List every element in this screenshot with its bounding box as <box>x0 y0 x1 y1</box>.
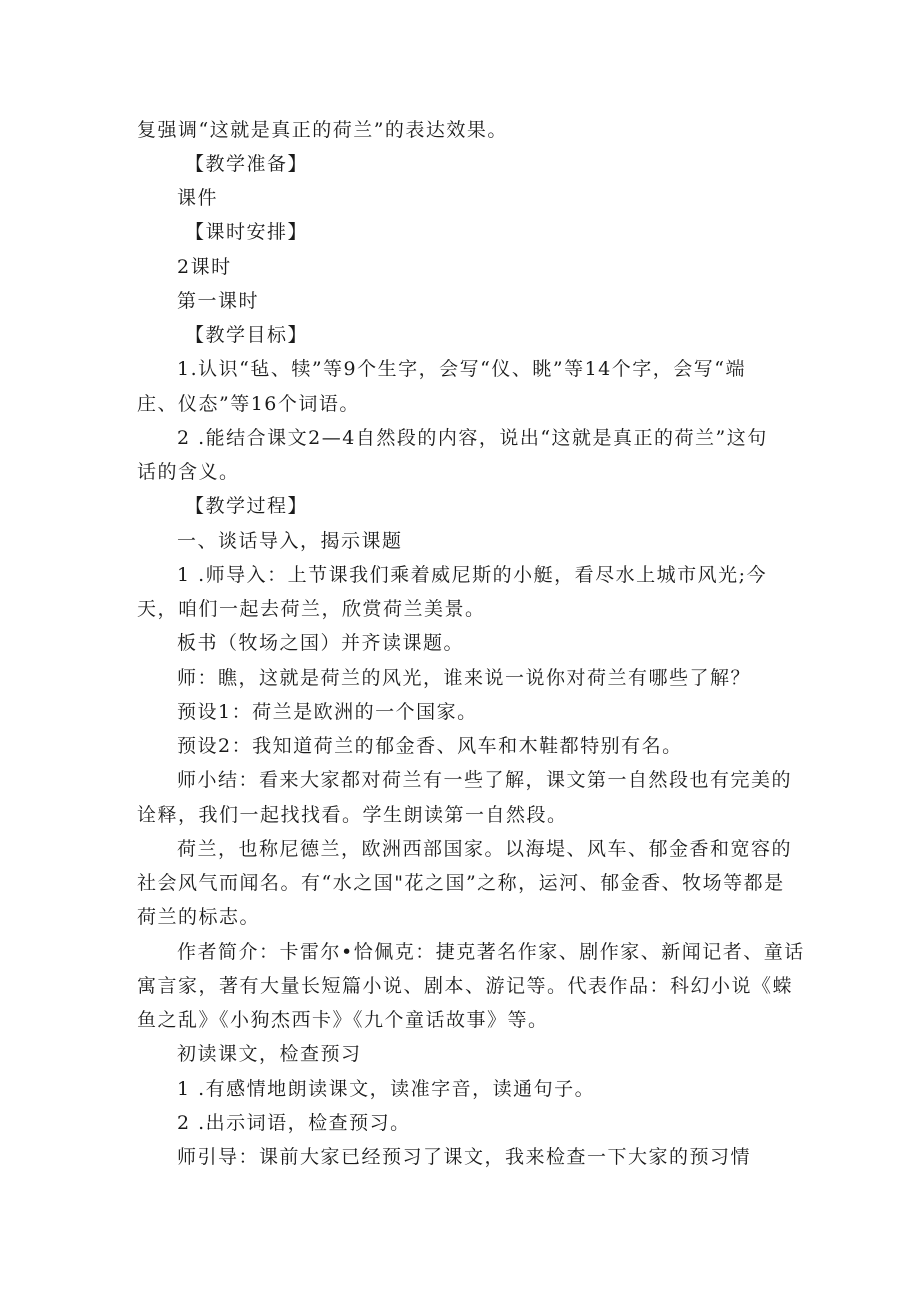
section-heading-process: 【教学过程】 <box>185 495 309 517</box>
text-line-netherlands-intro-2: 社会风气而闻名。有“水之国"花之国”之称，运河、郁金香、牧场等都是 <box>137 872 785 894</box>
process-item-1-continued: 天，咱们一起去荷兰，欣赏荷兰美景。 <box>137 598 486 620</box>
text-line-author-intro: 作者简介：卡雷尔•恰佩克：捷克著名作家、剧作家、新闻记者、童话 <box>177 941 805 963</box>
text-line-teacher-summary: 师小结：看来大家都对荷兰有一些了解，课文第一自然段也有完美的 <box>177 769 793 791</box>
process-item-1: 1 .师导入：上节课我们乘着威尼斯的小艇，看尽水上城市风光;今 <box>177 564 768 586</box>
text-line-board-title: 板书（牧场之国）并齐读课题。 <box>177 632 465 654</box>
text-line-netherlands-intro: 荷兰，也称尼德兰，欧洲西部国家。以海堤、风车、郁金香和宽容的 <box>177 838 793 860</box>
section-heading-objectives: 【教学目标】 <box>185 324 309 346</box>
text-line-teacher-summary-continued: 诠释，我们一起找找看。学生朗读第一自然段。 <box>137 804 568 826</box>
objective-item-2: 2 .能结合课文2—4自然段的内容，说出“这就是真正的荷兰”这句 <box>177 427 768 449</box>
text-line-preset-1: 预设1：荷兰是欧洲的一个国家。 <box>177 701 478 723</box>
text-line-author-intro-2: 寓言家，著有大量长短篇小说、剧本、游记等。代表作品：科幻小说《蝾 <box>137 975 794 997</box>
objective-item-1: 1.认识“毡、犊”等9个生字，会写“仪、眺”等14个字，会写“端 <box>177 358 746 380</box>
subheading-first-lesson: 第一课时 <box>177 290 260 312</box>
text-line-netherlands-intro-3: 荷兰的标志。 <box>137 906 261 928</box>
text-line-teacher-question: 师：瞧，这就是荷兰的风光，谁来说一说你对荷兰有哪些了解？ <box>177 667 752 689</box>
text-line-courseware: 课件 <box>177 187 219 209</box>
section-heading-schedule: 【课时安排】 <box>185 221 309 243</box>
process-step-heading-2: 初读课文，检查预习 <box>177 1043 362 1065</box>
process-item-read-aloud: 1 .有感情地朗读课文，读准字音，读通句子。 <box>177 1078 596 1100</box>
text-line-lesson-count: 2课时 <box>177 256 232 278</box>
text-line-continuation: 复强调“这就是真正的荷兰”的表达效果。 <box>137 119 508 141</box>
text-line-preset-2: 预设2：我知道荷兰的郁金香、风车和木鞋都特别有名。 <box>177 735 683 757</box>
text-line-author-intro-3: 鱼之乱》《小狗杰西卡》《九个童话故事》等。 <box>137 1009 549 1031</box>
objective-item-2-continued: 话的含义。 <box>137 461 240 483</box>
section-heading-preparation: 【教学准备】 <box>185 153 309 175</box>
process-item-show-words: 2 .出示词语，检查预习。 <box>177 1112 411 1134</box>
objective-item-1-continued: 庄、仪态”等16个词语。 <box>137 393 360 415</box>
process-step-heading-1: 一、谈话导入，揭示课题 <box>177 530 403 552</box>
text-line-teacher-guide: 师引导：课前大家已经预习了课文，我来检查一下大家的预习情 <box>177 1146 752 1168</box>
